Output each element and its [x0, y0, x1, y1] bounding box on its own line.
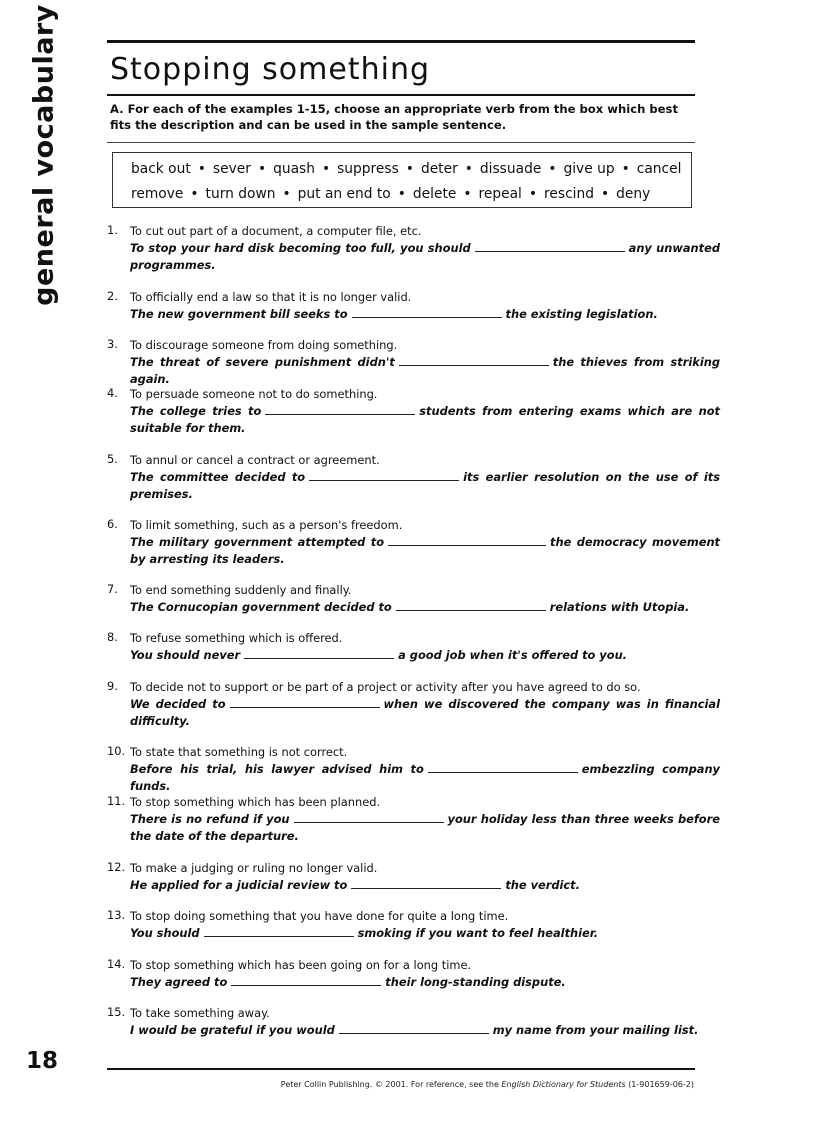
sentence-before-blank: The new government bill seeks to: [130, 307, 348, 321]
question-item: [107, 337, 720, 388]
question-definition: To decide not to support or be part of a project or activity after you have agreed to do so.: [130, 680, 641, 694]
answer-blank[interactable]: [309, 470, 459, 481]
question-number: 4.: [107, 386, 118, 400]
answer-blank[interactable]: [475, 241, 625, 252]
sentence-before-blank: The military government attempted to: [130, 535, 385, 549]
question-definition: To limit something, such as a person's freedom.: [130, 518, 403, 532]
verb-option: cancel: [636, 161, 682, 177]
question-item: [107, 630, 720, 664]
footer-text: Peter Collin Publishing. © 2001. For reference, see the: [280, 1080, 499, 1089]
question-number: 3.: [107, 337, 118, 351]
side-tab-label: general vocabulary: [28, 4, 60, 306]
sentence-before-blank: The Cornucopian government decided to: [130, 600, 392, 614]
verb-option: remove: [131, 186, 184, 202]
question-item: [107, 679, 720, 730]
question-sentence: [130, 647, 720, 664]
question-definition: To take something away.: [130, 1006, 270, 1020]
sentence-before-blank: To stop your hard disk becoming too full, you should: [130, 241, 471, 255]
question-sentence: [130, 354, 720, 388]
answer-blank[interactable]: [388, 535, 546, 546]
verb-option: quash: [273, 161, 315, 177]
question-sentence: [130, 925, 720, 942]
instructions-rule: [107, 142, 695, 143]
question-number: 15.: [107, 1005, 126, 1019]
sentence-after-blank: the existing legislation.: [505, 307, 658, 321]
sentence-before-blank: You should: [130, 926, 200, 940]
question-item: [107, 794, 720, 845]
bottom-rule: [107, 1068, 695, 1070]
question-sentence: [130, 469, 720, 503]
question-number: 7.: [107, 582, 118, 596]
question-item: [107, 289, 720, 323]
title-rule: [107, 94, 695, 96]
sentence-after-blank: embezzling company funds.: [130, 762, 720, 793]
sentence-after-blank: my name from your mailing list.: [492, 1023, 699, 1037]
bullet-separator: •: [282, 186, 291, 202]
question-item: [107, 957, 720, 991]
sentence-before-blank: They agreed to: [130, 975, 228, 989]
bullet-separator: •: [190, 186, 199, 202]
question-item: [107, 386, 720, 437]
bullet-separator: •: [321, 161, 331, 177]
verb-option: turn down: [205, 186, 276, 202]
bullet-separator: •: [257, 161, 267, 177]
question-number: 10.: [107, 744, 126, 758]
question-item: [107, 517, 720, 568]
question-item: [107, 223, 720, 274]
question-definition: To stop something which has been planned.: [130, 795, 381, 809]
bullet-separator: •: [464, 161, 473, 177]
bullet-separator: •: [197, 161, 206, 177]
footer-isbn: (1-901659-06-2): [628, 1080, 694, 1089]
sentence-after-blank: relations with Utopia.: [549, 600, 690, 614]
question-number: 5.: [107, 452, 118, 466]
question-definition: To state that something is not correct.: [130, 745, 348, 759]
sentence-after-blank: its earlier resolution on the use of its premises.: [130, 470, 721, 501]
answer-blank[interactable]: [230, 697, 380, 708]
answer-blank[interactable]: [204, 926, 354, 937]
question-definition: To make a judging or ruling no longer valid.: [130, 861, 378, 875]
question-definition: To end something suddenly and finally.: [130, 583, 352, 597]
page-number: 18: [26, 1048, 59, 1074]
verb-line-2: [131, 182, 691, 207]
question-number: 2.: [107, 289, 118, 303]
verb-option: suppress: [337, 161, 399, 177]
sentence-after-blank: smoking if you want to feel healthier.: [357, 926, 599, 940]
footer-book: English Dictionary for Students: [501, 1080, 626, 1089]
question-definition: To cut out part of a document, a computer file, etc.: [130, 224, 422, 238]
question-number: 8.: [107, 630, 118, 644]
sentence-before-blank: You should never: [130, 648, 241, 662]
question-sentence: [130, 974, 720, 991]
question-number: 13.: [107, 908, 126, 922]
verb-option: give up: [563, 161, 615, 177]
sentence-before-blank: I would be grateful if you would: [130, 1023, 335, 1037]
verb-option: back out: [131, 161, 191, 177]
question-number: 12.: [107, 860, 126, 874]
question-item: [107, 908, 720, 942]
sentence-after-blank: your holiday less than three weeks before the date of the departure.: [130, 812, 720, 843]
verb-option: deny: [616, 186, 651, 202]
question-sentence: [130, 761, 720, 795]
sentence-before-blank: There is no refund if you: [130, 812, 290, 826]
question-sentence: [130, 403, 720, 437]
sentence-after-blank: when we discovered the company was in financial difficulty.: [130, 697, 720, 728]
sentence-after-blank: the democracy movement by arresting its leaders.: [130, 535, 721, 566]
sentence-after-blank: the verdict.: [505, 878, 580, 892]
question-number: 1.: [107, 223, 118, 237]
answer-blank[interactable]: [352, 307, 502, 318]
question-sentence: [130, 599, 720, 616]
question-sentence: [130, 240, 720, 274]
question-definition: To stop doing something that you have done for quite a long time.: [130, 909, 509, 923]
question-number: 9.: [107, 679, 118, 693]
sentence-before-blank: The committee decided to: [130, 470, 306, 484]
bullet-separator: •: [463, 186, 472, 202]
instructions: A. For each of the examples 1-15, choose an appropriate verb from the box which best fits the description and can be used in the sample sentence.: [110, 102, 678, 132]
sentence-before-blank: Before his trial, his lawyer advised him to: [130, 762, 424, 776]
answer-blank[interactable]: [244, 648, 394, 659]
question-definition: To refuse something which is offered.: [130, 631, 343, 645]
verb-line-1: [131, 157, 691, 182]
question-definition: To stop something which has been going on for a long time.: [130, 958, 472, 972]
verb-option: delete: [412, 186, 457, 202]
footer: [281, 1080, 694, 1089]
verb-option: repeal: [478, 186, 522, 202]
sentence-after-blank: a good job when it's offered to you.: [398, 648, 627, 662]
sentence-after-blank: students from entering exams which are not suitable for them.: [130, 404, 720, 435]
answer-blank[interactable]: [399, 355, 549, 366]
verb-box: [112, 152, 692, 208]
answer-blank[interactable]: [339, 1023, 489, 1034]
question-definition: To officially end a law so that it is no longer valid.: [130, 290, 412, 304]
sentence-after-blank: their long-standing dispute.: [385, 975, 566, 989]
verb-option: sever: [212, 161, 251, 177]
question-sentence: [130, 877, 720, 894]
side-tab: [22, 4, 66, 306]
question-definition: To discourage someone from doing something.: [130, 338, 398, 352]
question-item: [107, 582, 720, 616]
answer-blank[interactable]: [294, 812, 444, 823]
question-number: 14.: [107, 957, 126, 971]
question-sentence: [130, 306, 720, 323]
bullet-separator: •: [405, 161, 414, 177]
page-title: Stopping something: [110, 52, 431, 87]
question-number: 11.: [107, 794, 126, 808]
sentence-after-blank: any unwanted programmes.: [130, 241, 720, 272]
question-item: [107, 452, 720, 503]
answer-blank[interactable]: [231, 975, 381, 986]
question-number: 6.: [107, 517, 118, 531]
verb-option: dissuade: [479, 161, 542, 177]
top-rule: [107, 40, 695, 43]
question-definition: To annul or cancel a contract or agreement.: [130, 453, 380, 467]
question-sentence: [130, 534, 720, 568]
answer-blank[interactable]: [351, 878, 501, 889]
bullet-separator: •: [621, 161, 630, 177]
sentence-before-blank: The college tries to: [130, 404, 262, 418]
sentence-before-blank: The threat of severe punishment didn't: [130, 355, 395, 369]
bullet-separator: •: [397, 186, 406, 202]
question-sentence: [130, 1022, 720, 1039]
verb-option: deter: [420, 161, 458, 177]
sentence-before-blank: We decided to: [130, 697, 226, 711]
question-item: [107, 1005, 720, 1039]
verb-option: rescind: [544, 186, 595, 202]
bullet-separator: •: [601, 186, 610, 202]
question-sentence: [130, 696, 720, 730]
answer-blank[interactable]: [265, 404, 415, 415]
answer-blank[interactable]: [396, 600, 546, 611]
sentence-after-blank: the thieves from striking again.: [130, 355, 720, 386]
sentence-before-blank: He applied for a judicial review to: [130, 878, 348, 892]
bullet-separator: •: [548, 161, 557, 177]
question-item: [107, 744, 720, 795]
question-sentence: [130, 811, 720, 845]
question-definition: To persuade someone not to do something.: [130, 387, 378, 401]
question-item: [107, 860, 720, 894]
bullet-separator: •: [528, 186, 538, 202]
answer-blank[interactable]: [428, 762, 578, 773]
verb-option: put an end to: [297, 186, 391, 202]
